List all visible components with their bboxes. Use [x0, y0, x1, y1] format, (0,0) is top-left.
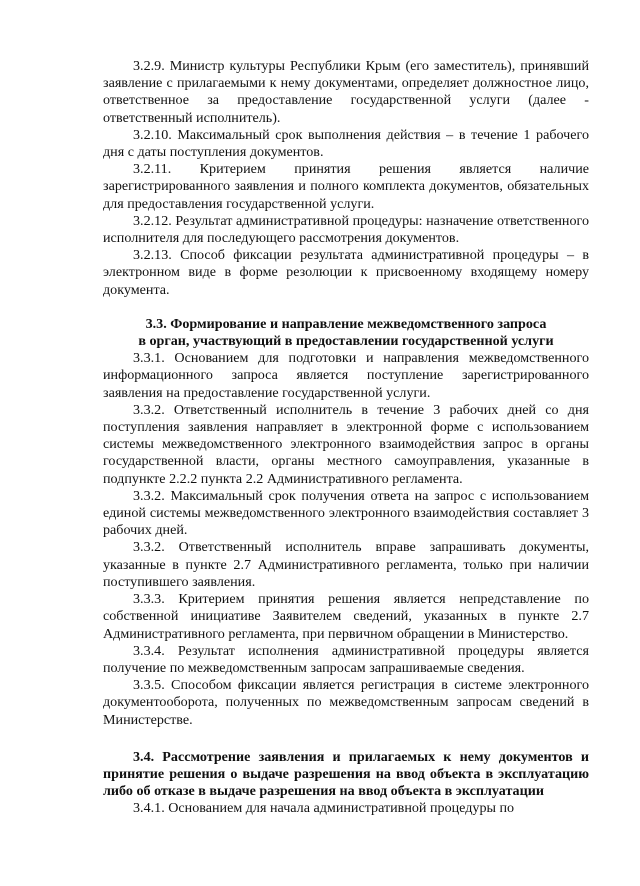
- section-3-4-heading: 3.4. Рассмотрение заявления и прилагаемых к нему документов и принятие решения о выдаче разрешения на ввод объекта в эксплуатацию либо об отказе в выдаче разрешения на ввод объекта в эксплуатации: [103, 748, 589, 800]
- paragraph-3-3-4: 3.3.4. Результат исполнения административной процедуры является получение по межведомственным запросам запрашиваемые сведения.: [103, 642, 589, 676]
- paragraph-3-2-10: 3.2.10. Максимальный срок выполнения действия – в течение 1 рабочего дня с даты поступления документов.: [103, 126, 589, 161]
- paragraph-3-4-1: 3.4.1. Основанием для начала административной процедуры по: [133, 800, 515, 817]
- paragraph-3-3-1: 3.3.1. Основанием для подготовки и направления межведомственного информационного запроса является поступление зарегистрированного заявления на предоставление государственной услуги.: [103, 350, 589, 401]
- paragraph-3-3-3: 3.3.3. Критерием принятия решения является непредставление по собственной инициативе Заявителем сведений, указанных в пункте 2.7 Административного регламента, при первичном обращении в Министерство.: [103, 591, 589, 642]
- paragraph-3-3-2b: 3.3.2. Максимальный срок получения ответа на запрос с использованием единой системы межведомственного электронного взаимодействия составляет 3 рабочих дней.: [103, 487, 589, 539]
- paragraph-3-3-2c: 3.3.2. Ответственный исполнитель вправе запрашивать документы, указанные в пункте 2.7 Административного регламента, только при наличии поступившего заявления.: [103, 539, 589, 590]
- spacer: [103, 729, 589, 749]
- document-page: [103, 58, 589, 818]
- paragraph-3-2-9: 3.2.9. Министр культуры Республики Крым (его заместитель), принявший заявление с прилагаемыми к нему документами, определяет должностное лицо, ответственное за предоставление государственной услуги (далее - ответственный исполнитель).: [103, 58, 589, 126]
- paragraph-3-2-11: 3.2.11. Критерием принятия решения является наличие зарегистрированного заявления и полного комплекта документов, обязательных для предоставления государственной услуги.: [103, 161, 589, 212]
- section-3-3-heading-line2: в орган, участвующий в предоставлении государственной услуги: [138, 333, 554, 350]
- paragraph-3-2-12: 3.2.12. Результат административной процедуры: назначение ответственного исполнителя для последующего рассмотрения документов.: [103, 212, 589, 247]
- spacer: [103, 299, 589, 316]
- paragraph-3-3-2a: 3.3.2. Ответственный исполнитель в течение 3 рабочих дней со дня поступления заявления направляет в электронной форме с использованием системы межведомственного электронного взаимодействия запрос в органы государственной власти, органы местного самоуправления, указанные в подпункте 2.2.2 пункта 2.2 Административного регламента.: [103, 401, 589, 487]
- paragraph-3-3-5: 3.3.5. Способом фиксации является регистрация в системе электронного документооборота, полученных по межведомственным запросам сведений в Министерстве.: [103, 677, 589, 728]
- section-3-3-heading-line1: 3.3. Формирование и направление межведомственного запроса: [145, 315, 547, 332]
- paragraph-3-2-13: 3.2.13. Способ фиксации результата административной процедуры – в электронном виде в форме резолюции к присвоенному входящему номеру документа.: [103, 247, 589, 298]
